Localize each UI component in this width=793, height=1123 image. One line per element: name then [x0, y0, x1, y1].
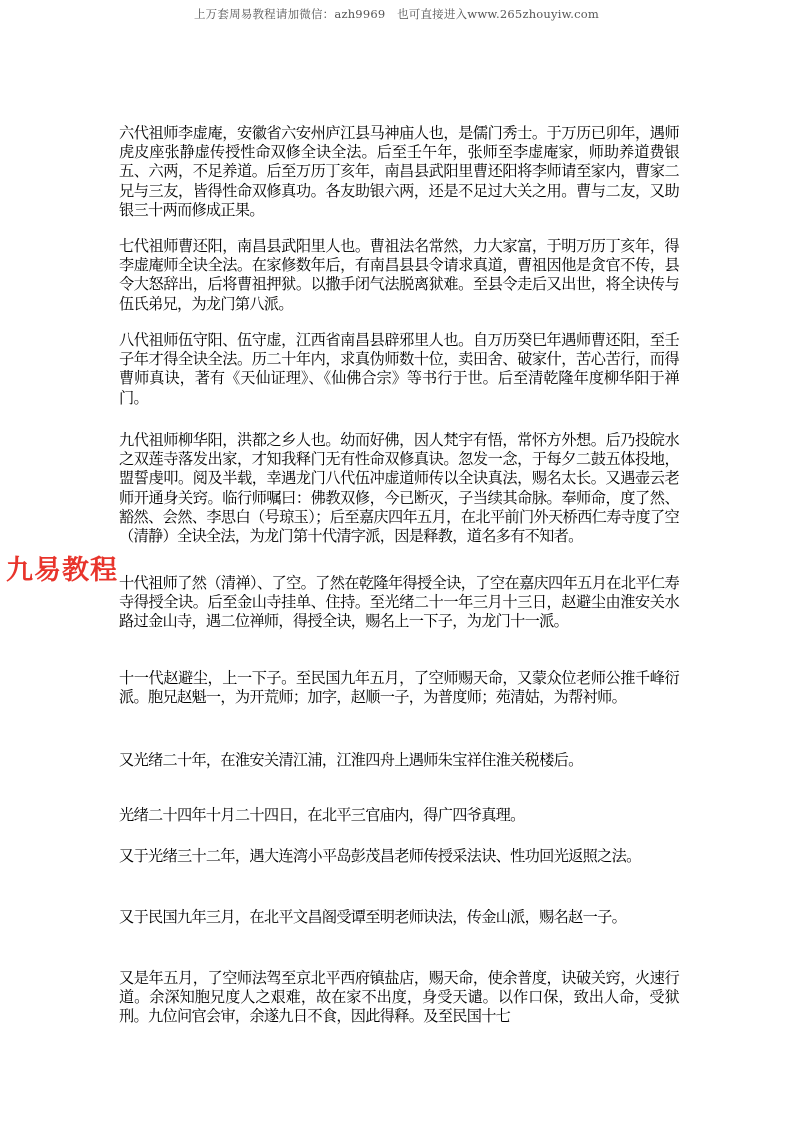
paragraph-guangxu-24: 光绪二十四年十月二十四日，在北平三官庙内，得广四爷真理。 — [119, 806, 525, 824]
paragraph-11th-generation: 十一代赵避尘，上一下子。至民国九年五月，了空师赐天命，又蒙众位老师公推千峰衍派。胞兄赵魁一，为开荒师；加字，赵顺一子，为普度师；苑清姑，为帮衬师。 — [119, 669, 679, 707]
paragraph-10th-patriarch: 十代祖师了然（清禅）、了空。了然在乾隆年得授全诀，了空在嘉庆四年五月在北平仁寿寺得授全诀。后至金山寺挂单、住持。至光绪二十一年三月十三日，赵避尘由淮安关水路过金山寺，遇二位禅师，得授全诀，赐名上一下子，为龙门十一派。 — [119, 574, 679, 631]
paragraph-9th-patriarch: 九代祖师柳华阳，洪都之乡人也。幼而好佛，因人梵宇有悟，常怀方外想。后乃投皖水之双莲寺落发出家，才知我释门无有性命双修真诀。忽发一念，于每夕二鼓五体投地，盟誓虔叩。阅及半载，幸遇龙门八代伍冲虚道师传以全诀真法，赐名太长。又遇壶云老师开通身关窍。临行师嘱曰：佛教双修，今已断灭，子当续其命脉。奉师命，度了然、豁然、会然、李思白（号琼玉）；后至嘉庆四年五月，在北平前门外天桥西仁寿寺度了空（清静）全诀全法，为龙门第十代清字派，因是释教，道名多有不知者。 — [119, 431, 679, 546]
paragraph-guangxu-32: 又于光绪三十二年，遇大连湾小平岛彭茂昌老师传授采法诀、性功回光返照之法。 — [119, 847, 641, 865]
paragraph-minguo-9-may: 又是年五月，了空师法驾至京北平西府镇盐店，赐天命，使余普度，诀破关窍，火速行道。余深知胞兄度人之艰难，故在家不出度，身受天谴。以作口保，致出人命，受狱刑。九位问官会审，余遂九日不食，因此得释。及至民国十七 — [119, 969, 679, 1026]
paragraph-7th-patriarch: 七代祖师曹还阳，南昌县武阳里人也。曹祖法名常然，力大家富，于明万历丁亥年，得李虚庵师全诀全法。在家修数年后，有南昌县县令请求真道，曹祖因他是贪官不传，县令大怒辞出，后将曹祖押狱。以撒手闭气法脱离狱难。至县令走后又出世，将全诀传与伍氏弟兄，为龙门第八派。 — [119, 237, 679, 313]
paragraph-6th-patriarch: 六代祖师李虚庵，安徽省六安州庐江县马神庙人也，是儒门秀士。于万历已卯年，遇师虎皮座张静虚传授性命双修全诀全法。后至壬午年，张师至李虚庵家，师助养道费银五、六两，不足养道。后至万历丁亥年，南昌县武阳里曹还阳将李师请至家内，曹家二兄与三友，皆得性命双修真功。各友助银六两，还是不足过大关之用。曹与二友，又助银三十两而修成正果。 — [119, 124, 679, 219]
paragraph-8th-patriarch: 八代祖师伍守阳、伍守虚，江西省南昌县辟邪里人也。自万历癸巳年遇师曹还阳，至壬子年才得全诀全法。历二十年内，求真伪师数十位，卖田舍、破家什，苦心苦行，而得曹师真诀，著有《天仙证理》、《仙佛合宗》等书行于世。后至清乾隆年度柳华阳于禅门。 — [119, 331, 679, 407]
paragraph-guangxu-20: 又光绪二十年，在淮安关清江浦，江淮四舟上遇师朱宝祥住淮关税楼后。 — [119, 751, 583, 769]
paragraph-minguo-9-march: 又于民国九年三月，在北平文昌阁受谭至明老师诀法，传金山派，赐名赵一子。 — [119, 908, 627, 926]
page-header-ad: 上万套周易教程请加微信：azh9969 也可直接进入www.265zhouyiw.com — [193, 7, 600, 21]
watermark-logo: 九易教程 — [6, 548, 118, 587]
